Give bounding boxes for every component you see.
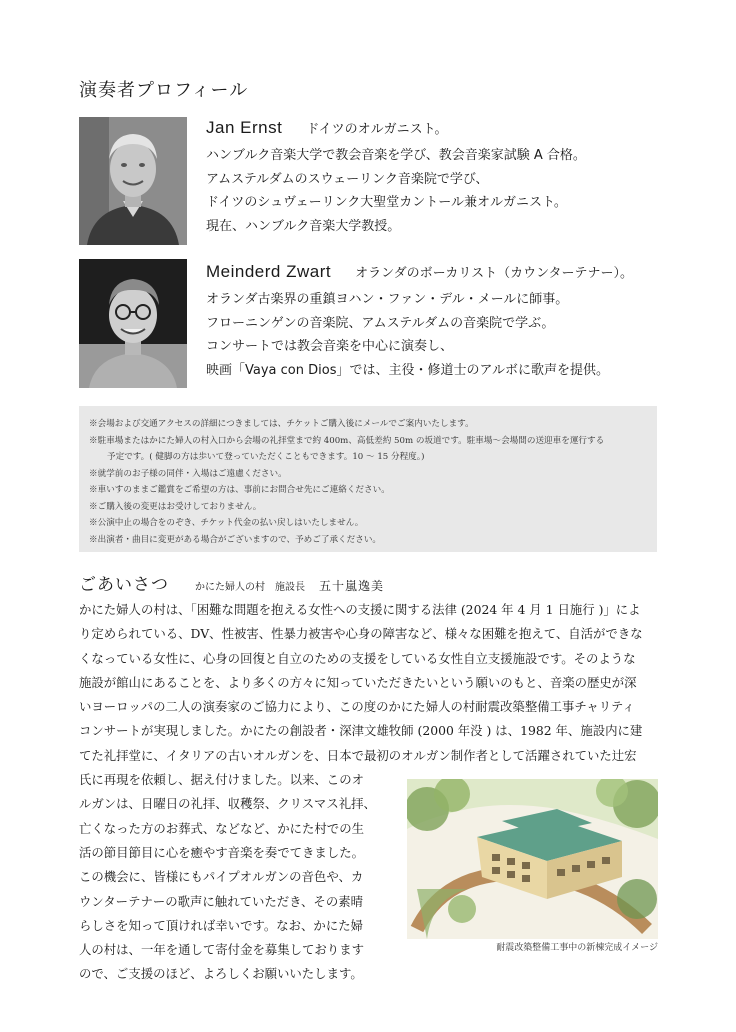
page-heading: 演奏者プロフィール <box>79 80 249 101</box>
notice-line: ※ご購入後の変更はお受けしておりません。 <box>89 501 262 512</box>
performer-name: Jan Ernst <box>206 118 283 137</box>
performer-role: オランダのボーカリスト（カウンターテナー）。 <box>355 266 634 281</box>
notice-line: ※公演中止の場合をのぞき、チケット代金の払い戻しはいたしません。 <box>89 518 364 528</box>
notice-line: ※会場および交通アクセスの詳細につきましては、チケットご購入後にメールでご案内いたします。 <box>89 419 474 429</box>
jan-ernst-photo <box>79 117 187 245</box>
bio-line: 現在、ハンブルク音楽大学教授。 <box>206 218 401 234</box>
greeting-line: コンサートが実現しました。かにたの創設者・深津文雄牧師 (2000 年没 ) は、1982 年、施設内に建 <box>79 723 643 739</box>
greeting-line: らしさを知って頂ければ幸いです。なお、かにた婦 <box>79 917 363 933</box>
performer-name: Meinderd Zwart <box>206 262 332 281</box>
notice-line: ※車いすのままご鑑賞をご希望の方は、事前にお問合せ先にご連絡ください。 <box>89 485 390 495</box>
bio-line: オランダ古楽界の重鎮ヨハン・ファン・デル・メールに師事。 <box>206 292 569 307</box>
greeting-line: かにた婦人の村は、「困難な問題を抱える女性への支援に関する法律 (2024 年 4 月 1 日施行 )」によ <box>79 602 641 617</box>
greeting-person: 五十嵐逸美 <box>319 579 385 593</box>
notice-line: ※就学前のお子様の同伴・入場はご遠慮ください。 <box>89 468 287 479</box>
notice-line: 予定です。( 健脚の方は歩いて登っていただくこともできます。10 ～ 15 分程度。) <box>107 452 425 462</box>
greeting-line: 亡くなった方のお葬式、などなど、かにた村での生 <box>79 820 364 836</box>
greeting-line: 氏に再現を依頼し、据え付けました。以来、このオ <box>79 772 364 788</box>
greeting-line: てた礼拝堂に、イタリアの古いオルガンを、日本で最初のオルガン制作者として活躍されていた辻宏 <box>79 747 637 763</box>
greeting-heading <box>79 570 384 595</box>
notice-box <box>79 406 657 552</box>
greeting-line: ので、ご支援のほど、よろしくお願いいたします。 <box>79 966 363 982</box>
bio-line: ハンブルク音楽大学で教会音楽を学び、教会音楽家試験 A 合格。 <box>206 148 586 163</box>
greeting-line: 施設が館山にあることを、より多くの方々に知っていただきたいという願いのもと、音楽の歴史が深 <box>79 674 637 690</box>
greeting-line: 活の節目節目に心を癒やす音楽を奏でてきました。 <box>79 844 364 860</box>
meinderd-zwart-photo <box>79 259 187 388</box>
bio-line: コンサートでは教会音楽を中心に演奏し、 <box>206 339 454 354</box>
performer-role: ドイツのオルガニスト。 <box>306 122 448 137</box>
greeting-line: 人の村は、一年を通して寄付金を募集しております <box>79 942 364 958</box>
bio-line: アムステルダムのスウェーリンク音楽院で学び、 <box>206 171 489 187</box>
notice-line: ※駐車場またはかにた婦人の村入口から会場の礼拝堂まで約 400m、高低差約 50m の坂道です。駐車場～会場間の送迎車を運行する <box>89 435 605 446</box>
bio-line: 映画「Vaya con Dios」では、主役・修道士のアルボに歌声を提供。 <box>206 362 609 378</box>
bio-line: フローニンゲンの音楽院、アムステルダムの音楽院で学ぶ。 <box>206 315 555 331</box>
greeting-line: ウンターテナーの歌声に触れていただき、その素晴 <box>79 893 363 909</box>
performer-jan-ernst <box>206 118 696 238</box>
greeting-line: り定められている、DV、性被害、性暴力被害や心身の障害など、様々な困難を抱えて、自活ができな <box>79 626 643 642</box>
greeting-affiliation: かにた婦人の村 施設長 <box>195 582 305 593</box>
greeting-title: ごあいさつ <box>79 575 169 595</box>
greeting-line: いヨーロッパの二人の演奏家のご協力により、この度のかにた婦人の村耐震改築整備工事チャリティ <box>79 699 635 715</box>
greeting-line: この機会に、皆様にもパイプオルガンの音色や、カ <box>79 869 364 885</box>
greeting-line: くなっている女性に、心身の回復と自立のための支援をしている女性自立支援施設です。そのような <box>79 650 636 666</box>
performer-meinderd-zwart <box>206 262 696 382</box>
illustration-caption: 耐震改築整備工事中の新棟完成イメージ <box>496 943 658 953</box>
bio-line: ドイツのシュヴェーリンク大聖堂カントール兼オルガニスト。 <box>206 195 567 210</box>
building-illustration <box>407 779 658 939</box>
greeting-line: ルガンは、日曜日の礼拝、収穫祭、クリスマス礼拝、 <box>79 796 376 812</box>
notice-line: ※出演者・曲目に変更がある場合がございますので、予めご了承ください。 <box>89 534 382 545</box>
